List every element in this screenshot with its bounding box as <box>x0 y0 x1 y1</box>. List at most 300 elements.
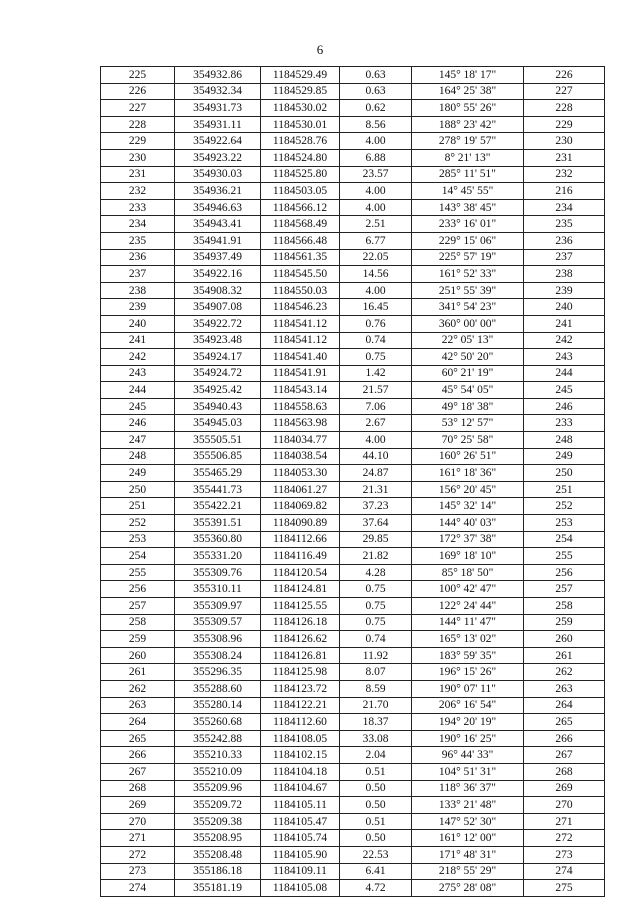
point-number-cell: 270 <box>101 813 175 830</box>
distance-cell: 0.74 <box>340 332 412 349</box>
y-coordinate-cell: 1184541.12 <box>261 315 340 332</box>
y-coordinate-cell: 1184112.66 <box>261 531 340 548</box>
next-point-cell: 263 <box>524 680 605 697</box>
distance-cell: 0.50 <box>340 780 412 797</box>
next-point-cell: 239 <box>524 282 605 299</box>
distance-cell: 0.50 <box>340 797 412 814</box>
x-coordinate-cell: 354931.11 <box>175 116 261 133</box>
distance-cell: 0.75 <box>340 598 412 615</box>
bearing-cell: 171° 48' 31" <box>412 846 524 863</box>
next-point-cell: 261 <box>524 647 605 664</box>
y-coordinate-cell: 1184053.30 <box>261 465 340 482</box>
point-number-cell: 246 <box>101 415 175 432</box>
point-number-cell: 265 <box>101 730 175 747</box>
bearing-cell: 14° 45' 55" <box>412 183 524 200</box>
next-point-cell: 230 <box>524 133 605 150</box>
table-row <box>101 199 605 216</box>
x-coordinate-cell: 355209.38 <box>175 813 261 830</box>
distance-cell: 4.00 <box>340 432 412 449</box>
next-point-cell: 255 <box>524 548 605 565</box>
table-row <box>101 382 605 399</box>
next-point-cell: 238 <box>524 266 605 283</box>
bearing-cell: 156° 20' 45" <box>412 481 524 498</box>
table-row <box>101 813 605 830</box>
point-number-cell: 250 <box>101 481 175 498</box>
x-coordinate-cell: 354930.03 <box>175 166 261 183</box>
distance-cell: 4.00 <box>340 183 412 200</box>
x-coordinate-cell: 354937.49 <box>175 249 261 266</box>
point-number-cell: 229 <box>101 133 175 150</box>
table-row <box>101 116 605 133</box>
y-coordinate-cell: 1184126.62 <box>261 631 340 648</box>
point-number-cell: 237 <box>101 266 175 283</box>
point-number-cell: 248 <box>101 448 175 465</box>
table-row <box>101 365 605 382</box>
point-number-cell: 268 <box>101 780 175 797</box>
distance-cell: 0.51 <box>340 763 412 780</box>
y-coordinate-cell: 1184126.81 <box>261 647 340 664</box>
x-coordinate-cell: 354923.48 <box>175 332 261 349</box>
x-coordinate-cell: 354908.32 <box>175 282 261 299</box>
y-coordinate-cell: 1184561.35 <box>261 249 340 266</box>
bearing-cell: 341° 54' 23" <box>412 299 524 316</box>
x-coordinate-cell: 355288.60 <box>175 680 261 697</box>
x-coordinate-cell: 355309.97 <box>175 598 261 615</box>
distance-cell: 4.28 <box>340 564 412 581</box>
x-coordinate-cell: 354907.08 <box>175 299 261 316</box>
table-row <box>101 216 605 233</box>
point-number-cell: 228 <box>101 116 175 133</box>
table-row <box>101 647 605 664</box>
x-coordinate-cell: 355309.76 <box>175 564 261 581</box>
bearing-cell: 183° 59' 35" <box>412 647 524 664</box>
x-coordinate-cell: 354932.34 <box>175 83 261 100</box>
point-number-cell: 230 <box>101 149 175 166</box>
bearing-cell: 42° 50' 20" <box>412 349 524 366</box>
y-coordinate-cell: 1184503.05 <box>261 183 340 200</box>
x-coordinate-cell: 354943.41 <box>175 216 261 233</box>
y-coordinate-cell: 1184550.03 <box>261 282 340 299</box>
y-coordinate-cell: 1184120.54 <box>261 564 340 581</box>
table-row <box>101 166 605 183</box>
table-row <box>101 863 605 880</box>
distance-cell: 0.75 <box>340 581 412 598</box>
next-point-cell: 231 <box>524 149 605 166</box>
y-coordinate-cell: 1184541.40 <box>261 349 340 366</box>
point-number-cell: 231 <box>101 166 175 183</box>
distance-cell: 0.75 <box>340 614 412 631</box>
bearing-cell: 104° 51' 31" <box>412 763 524 780</box>
y-coordinate-cell: 1184125.98 <box>261 664 340 681</box>
x-coordinate-cell: 355210.09 <box>175 763 261 780</box>
x-coordinate-cell: 354946.63 <box>175 199 261 216</box>
table-row <box>101 697 605 714</box>
x-coordinate-cell: 354941.91 <box>175 232 261 249</box>
point-number-cell: 262 <box>101 680 175 697</box>
y-coordinate-cell: 1184546.23 <box>261 299 340 316</box>
bearing-cell: 145° 18' 17" <box>412 67 524 84</box>
table-row <box>101 714 605 731</box>
bearing-cell: 60° 21' 19" <box>412 365 524 382</box>
table-row <box>101 631 605 648</box>
point-number-cell: 245 <box>101 398 175 415</box>
point-number-cell: 258 <box>101 614 175 631</box>
distance-cell: 2.67 <box>340 415 412 432</box>
distance-cell: 0.62 <box>340 100 412 117</box>
next-point-cell: 262 <box>524 664 605 681</box>
y-coordinate-cell: 1184124.81 <box>261 581 340 598</box>
x-coordinate-cell: 354932.86 <box>175 67 261 84</box>
table-row <box>101 581 605 598</box>
distance-cell: 22.05 <box>340 249 412 266</box>
distance-cell: 4.00 <box>340 199 412 216</box>
bearing-cell: 275° 28' 08" <box>412 880 524 897</box>
bearing-cell: 196° 15' 26" <box>412 664 524 681</box>
point-number-cell: 259 <box>101 631 175 648</box>
point-number-cell: 239 <box>101 299 175 316</box>
y-coordinate-cell: 1184108.05 <box>261 730 340 747</box>
next-point-cell: 216 <box>524 183 605 200</box>
x-coordinate-cell: 355209.96 <box>175 780 261 797</box>
x-coordinate-cell: 355181.19 <box>175 880 261 897</box>
bearing-cell: 161° 12' 00" <box>412 830 524 847</box>
bearing-cell: 360° 00' 00" <box>412 315 524 332</box>
x-coordinate-cell: 355308.96 <box>175 631 261 648</box>
table-row <box>101 797 605 814</box>
y-coordinate-cell: 1184112.60 <box>261 714 340 731</box>
table-row <box>101 149 605 166</box>
table-row <box>101 763 605 780</box>
bearing-cell: 100° 42' 47" <box>412 581 524 598</box>
y-coordinate-cell: 1184530.02 <box>261 100 340 117</box>
bearing-cell: 229° 15' 06" <box>412 232 524 249</box>
distance-cell: 0.63 <box>340 83 412 100</box>
bearing-cell: 190° 16' 25" <box>412 730 524 747</box>
y-coordinate-cell: 1184090.89 <box>261 515 340 532</box>
y-coordinate-cell: 1184102.15 <box>261 747 340 764</box>
bearing-cell: 143° 38' 45" <box>412 199 524 216</box>
distance-cell: 0.51 <box>340 813 412 830</box>
x-coordinate-cell: 355391.51 <box>175 515 261 532</box>
y-coordinate-cell: 1184563.98 <box>261 415 340 432</box>
x-coordinate-cell: 354923.22 <box>175 149 261 166</box>
bearing-cell: 169° 18' 10" <box>412 548 524 565</box>
next-point-cell: 234 <box>524 199 605 216</box>
bearing-cell: 251° 55' 39" <box>412 282 524 299</box>
distance-cell: 16.45 <box>340 299 412 316</box>
table-row <box>101 730 605 747</box>
table-row <box>101 432 605 449</box>
x-coordinate-cell: 355308.24 <box>175 647 261 664</box>
y-coordinate-cell: 1184122.21 <box>261 697 340 714</box>
y-coordinate-cell: 1184105.47 <box>261 813 340 830</box>
table-row <box>101 67 605 84</box>
table-row <box>101 299 605 316</box>
distance-cell: 23.57 <box>340 166 412 183</box>
distance-cell: 6.41 <box>340 863 412 880</box>
next-point-cell: 249 <box>524 448 605 465</box>
distance-cell: 0.76 <box>340 315 412 332</box>
next-point-cell: 235 <box>524 216 605 233</box>
x-coordinate-cell: 355422.21 <box>175 498 261 515</box>
bearing-cell: 160° 26' 51" <box>412 448 524 465</box>
y-coordinate-cell: 1184069.82 <box>261 498 340 515</box>
y-coordinate-cell: 1184558.63 <box>261 398 340 415</box>
distance-cell: 11.92 <box>340 647 412 664</box>
point-number-cell: 249 <box>101 465 175 482</box>
page-number: 6 <box>316 42 324 57</box>
bearing-cell: 70° 25' 58" <box>412 432 524 449</box>
point-number-cell: 267 <box>101 763 175 780</box>
y-coordinate-cell: 1184109.11 <box>261 863 340 880</box>
point-number-cell: 234 <box>101 216 175 233</box>
next-point-cell: 269 <box>524 780 605 797</box>
table-row <box>101 830 605 847</box>
next-point-cell: 237 <box>524 249 605 266</box>
x-coordinate-cell: 355208.48 <box>175 846 261 863</box>
distance-cell: 21.70 <box>340 697 412 714</box>
point-number-cell: 226 <box>101 83 175 100</box>
distance-cell: 21.82 <box>340 548 412 565</box>
next-point-cell: 252 <box>524 498 605 515</box>
next-point-cell: 259 <box>524 614 605 631</box>
next-point-cell: 251 <box>524 481 605 498</box>
bearing-cell: 285° 11' 51" <box>412 166 524 183</box>
x-coordinate-cell: 355505.51 <box>175 432 261 449</box>
next-point-cell: 241 <box>524 315 605 332</box>
next-point-cell: 254 <box>524 531 605 548</box>
y-coordinate-cell: 1184105.11 <box>261 797 340 814</box>
table-row <box>101 680 605 697</box>
point-number-cell: 266 <box>101 747 175 764</box>
next-point-cell: 270 <box>524 797 605 814</box>
point-number-cell: 241 <box>101 332 175 349</box>
next-point-cell: 264 <box>524 697 605 714</box>
bearing-cell: 188° 23' 42" <box>412 116 524 133</box>
x-coordinate-cell: 355208.95 <box>175 830 261 847</box>
point-number-cell: 247 <box>101 432 175 449</box>
x-coordinate-cell: 354925.42 <box>175 382 261 399</box>
next-point-cell: 250 <box>524 465 605 482</box>
distance-cell: 29.85 <box>340 531 412 548</box>
distance-cell: 7.06 <box>340 398 412 415</box>
distance-cell: 33.08 <box>340 730 412 747</box>
table-row <box>101 598 605 615</box>
bearing-cell: 122° 24' 44" <box>412 598 524 615</box>
next-point-cell: 274 <box>524 863 605 880</box>
distance-cell: 0.63 <box>340 67 412 84</box>
distance-cell: 6.77 <box>340 232 412 249</box>
y-coordinate-cell: 1184104.18 <box>261 763 340 780</box>
bearing-cell: 147° 52' 30" <box>412 813 524 830</box>
distance-cell: 14.56 <box>340 266 412 283</box>
y-coordinate-cell: 1184545.50 <box>261 266 340 283</box>
point-number-cell: 264 <box>101 714 175 731</box>
distance-cell: 2.51 <box>340 216 412 233</box>
next-point-cell: 228 <box>524 100 605 117</box>
bearing-cell: 233° 16' 01" <box>412 216 524 233</box>
point-number-cell: 253 <box>101 531 175 548</box>
bearing-cell: 49° 18' 38" <box>412 398 524 415</box>
y-coordinate-cell: 1184541.91 <box>261 365 340 382</box>
next-point-cell: 257 <box>524 581 605 598</box>
bearing-cell: 118° 36' 37" <box>412 780 524 797</box>
distance-cell: 18.37 <box>340 714 412 731</box>
y-coordinate-cell: 1184528.76 <box>261 133 340 150</box>
x-coordinate-cell: 355186.18 <box>175 863 261 880</box>
y-coordinate-cell: 1184061.27 <box>261 481 340 498</box>
bearing-cell: 164° 25' 38" <box>412 83 524 100</box>
point-number-cell: 260 <box>101 647 175 664</box>
coordinates-table-body <box>101 67 605 897</box>
table-row <box>101 83 605 100</box>
y-coordinate-cell: 1184123.72 <box>261 680 340 697</box>
next-point-cell: 268 <box>524 763 605 780</box>
point-number-cell: 236 <box>101 249 175 266</box>
point-number-cell: 244 <box>101 382 175 399</box>
x-coordinate-cell: 354931.73 <box>175 100 261 117</box>
coordinates-table <box>100 66 605 897</box>
table-row <box>101 515 605 532</box>
next-point-cell: 236 <box>524 232 605 249</box>
point-number-cell: 274 <box>101 880 175 897</box>
x-coordinate-cell: 354924.72 <box>175 365 261 382</box>
y-coordinate-cell: 1184524.80 <box>261 149 340 166</box>
distance-cell: 37.23 <box>340 498 412 515</box>
distance-cell: 8.59 <box>340 680 412 697</box>
distance-cell: 24.87 <box>340 465 412 482</box>
x-coordinate-cell: 354945.03 <box>175 415 261 432</box>
x-coordinate-cell: 355331.20 <box>175 548 261 565</box>
y-coordinate-cell: 1184116.49 <box>261 548 340 565</box>
table-row <box>101 315 605 332</box>
point-number-cell: 242 <box>101 349 175 366</box>
distance-cell: 8.56 <box>340 116 412 133</box>
bearing-cell: 190° 07' 11" <box>412 680 524 697</box>
next-point-cell: 272 <box>524 830 605 847</box>
x-coordinate-cell: 355280.14 <box>175 697 261 714</box>
bearing-cell: 206° 16' 54" <box>412 697 524 714</box>
table-row <box>101 133 605 150</box>
bearing-cell: 22° 05' 13" <box>412 332 524 349</box>
x-coordinate-cell: 355441.73 <box>175 481 261 498</box>
next-point-cell: 233 <box>524 415 605 432</box>
point-number-cell: 261 <box>101 664 175 681</box>
next-point-cell: 256 <box>524 564 605 581</box>
next-point-cell: 246 <box>524 398 605 415</box>
x-coordinate-cell: 355309.57 <box>175 614 261 631</box>
next-point-cell: 229 <box>524 116 605 133</box>
distance-cell: 4.72 <box>340 880 412 897</box>
distance-cell: 0.74 <box>340 631 412 648</box>
next-point-cell: 242 <box>524 332 605 349</box>
table-row <box>101 481 605 498</box>
distance-cell: 21.31 <box>340 481 412 498</box>
distance-cell: 37.64 <box>340 515 412 532</box>
table-row <box>101 232 605 249</box>
next-point-cell: 227 <box>524 83 605 100</box>
x-coordinate-cell: 355209.72 <box>175 797 261 814</box>
y-coordinate-cell: 1184568.49 <box>261 216 340 233</box>
point-number-cell: 232 <box>101 183 175 200</box>
table-row <box>101 498 605 515</box>
next-point-cell: 253 <box>524 515 605 532</box>
distance-cell: 21.57 <box>340 382 412 399</box>
distance-cell: 0.50 <box>340 830 412 847</box>
table-row <box>101 465 605 482</box>
distance-cell: 4.00 <box>340 282 412 299</box>
next-point-cell: 244 <box>524 365 605 382</box>
y-coordinate-cell: 1184566.48 <box>261 232 340 249</box>
point-number-cell: 227 <box>101 100 175 117</box>
bearing-cell: 96° 44' 33" <box>412 747 524 764</box>
y-coordinate-cell: 1184543.14 <box>261 382 340 399</box>
bearing-cell: 144° 11' 47" <box>412 614 524 631</box>
distance-cell: 8.07 <box>340 664 412 681</box>
bearing-cell: 172° 37' 38" <box>412 531 524 548</box>
table-row <box>101 548 605 565</box>
table-row <box>101 249 605 266</box>
y-coordinate-cell: 1184529.85 <box>261 83 340 100</box>
distance-cell: 0.75 <box>340 349 412 366</box>
bearing-cell: 194° 20' 19" <box>412 714 524 731</box>
table-row <box>101 183 605 200</box>
table-row <box>101 880 605 897</box>
x-coordinate-cell: 355310.11 <box>175 581 261 598</box>
point-number-cell: 243 <box>101 365 175 382</box>
next-point-cell: 232 <box>524 166 605 183</box>
y-coordinate-cell: 1184525.80 <box>261 166 340 183</box>
bearing-cell: 165° 13' 02" <box>412 631 524 648</box>
next-point-cell: 248 <box>524 432 605 449</box>
point-number-cell: 272 <box>101 846 175 863</box>
distance-cell: 1.42 <box>340 365 412 382</box>
table-row <box>101 664 605 681</box>
y-coordinate-cell: 1184038.54 <box>261 448 340 465</box>
y-coordinate-cell: 1184566.12 <box>261 199 340 216</box>
next-point-cell: 271 <box>524 813 605 830</box>
x-coordinate-cell: 355506.85 <box>175 448 261 465</box>
distance-cell: 2.04 <box>340 747 412 764</box>
x-coordinate-cell: 354940.43 <box>175 398 261 415</box>
distance-cell: 22.53 <box>340 846 412 863</box>
table-row <box>101 349 605 366</box>
point-number-cell: 255 <box>101 564 175 581</box>
x-coordinate-cell: 355465.29 <box>175 465 261 482</box>
x-coordinate-cell: 355210.33 <box>175 747 261 764</box>
next-point-cell: 275 <box>524 880 605 897</box>
next-point-cell: 267 <box>524 747 605 764</box>
distance-cell: 44.10 <box>340 448 412 465</box>
x-coordinate-cell: 354922.72 <box>175 315 261 332</box>
x-coordinate-cell: 354936.21 <box>175 183 261 200</box>
y-coordinate-cell: 1184034.77 <box>261 432 340 449</box>
next-point-cell: 260 <box>524 631 605 648</box>
bearing-cell: 45° 54' 05" <box>412 382 524 399</box>
x-coordinate-cell: 355360.80 <box>175 531 261 548</box>
distance-cell: 4.00 <box>340 133 412 150</box>
table-row <box>101 614 605 631</box>
table-row <box>101 747 605 764</box>
bearing-cell: 133° 21' 48" <box>412 797 524 814</box>
point-number-cell: 233 <box>101 199 175 216</box>
next-point-cell: 273 <box>524 846 605 863</box>
y-coordinate-cell: 1184530.01 <box>261 116 340 133</box>
y-coordinate-cell: 1184105.08 <box>261 880 340 897</box>
bearing-cell: 218° 55' 29" <box>412 863 524 880</box>
point-number-cell: 257 <box>101 598 175 615</box>
point-number-cell: 254 <box>101 548 175 565</box>
